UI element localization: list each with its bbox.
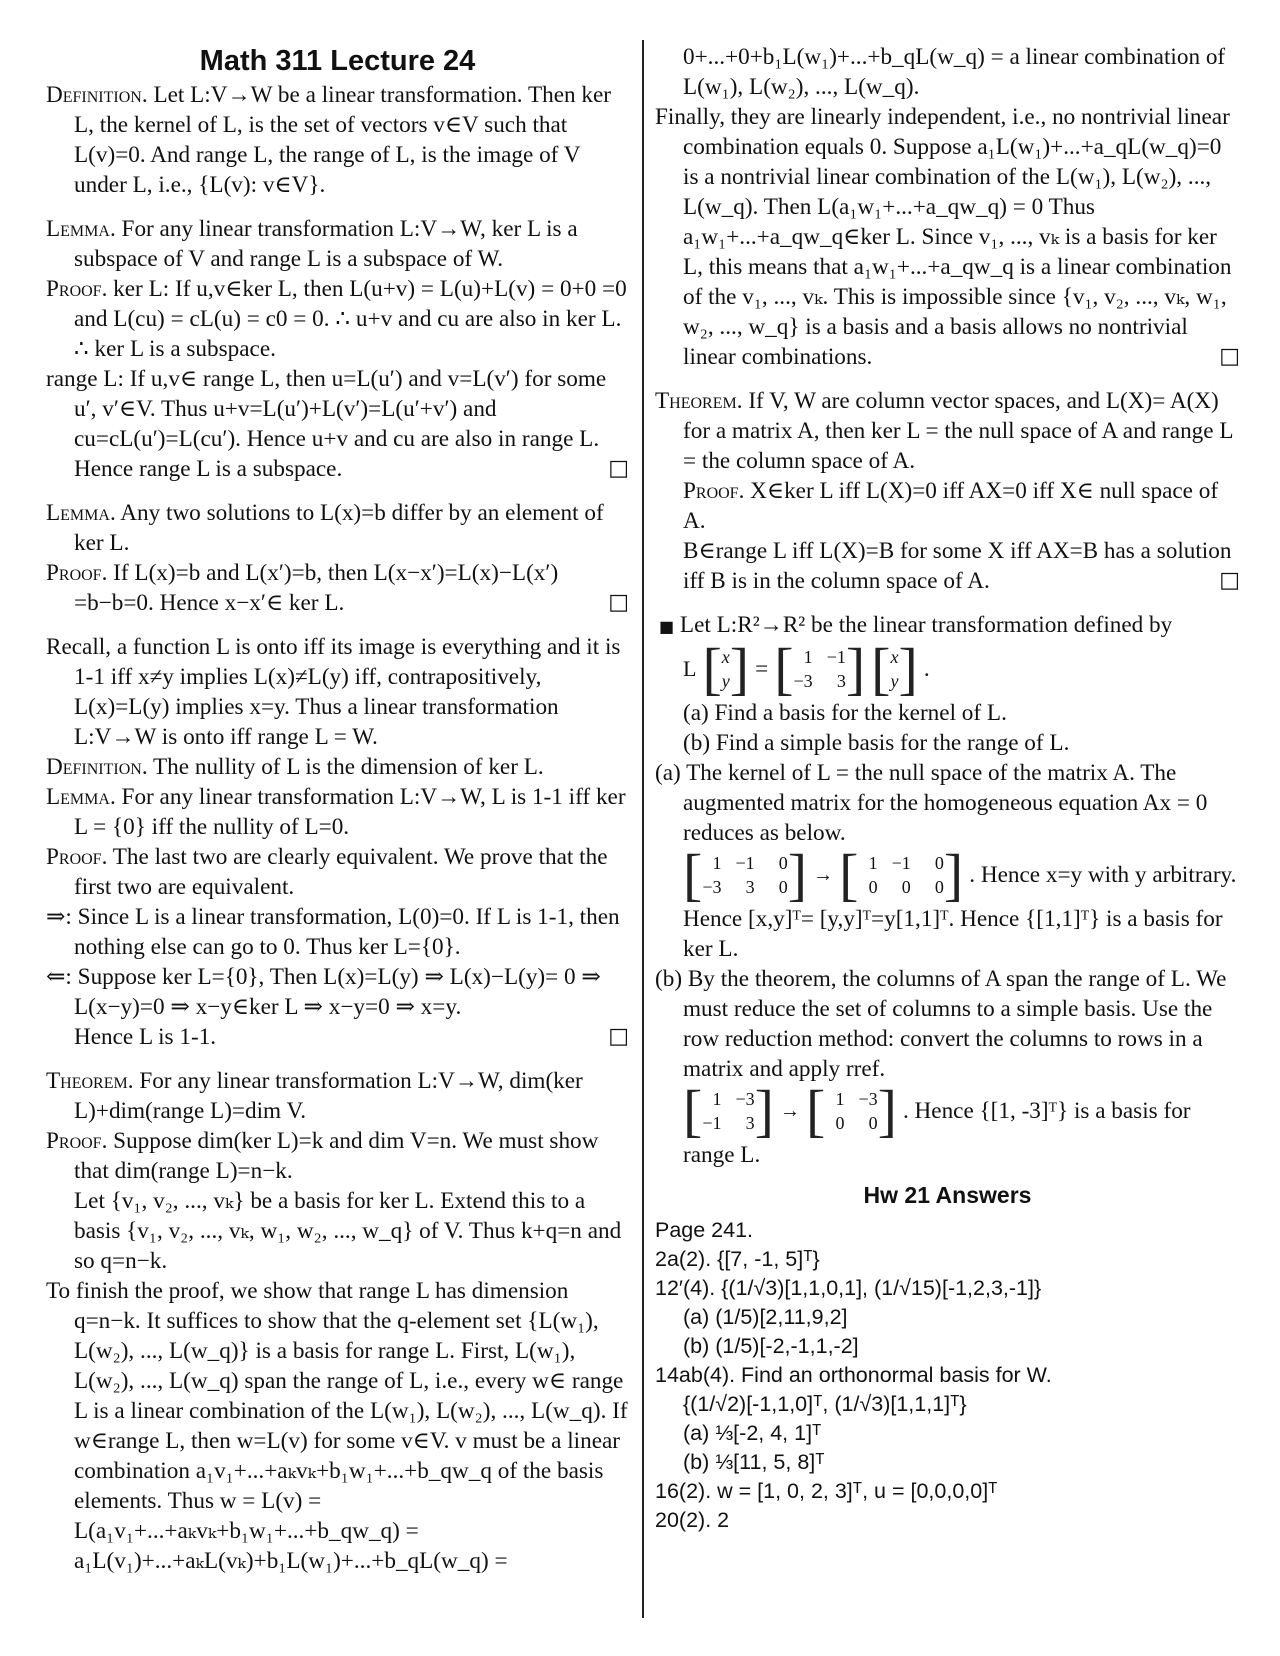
qed-symbol: □ [608,1024,629,1049]
definition-nullity: Definition. The nullity of L is the dimension of ker L. [46,754,544,780]
solution-b-conclusion: range L. [683,1142,761,1168]
proof-range-subspace: range L: If u,v∈ range L, then u=L(u′) and v=L(v′) for some u′, v′∈V. Thus u+v=L(u′)+L(v′)=L(u′+v′) and cu=cL(u′)=L(cu′). Hence u+v and cu are also in range L. Hence range L is a subspace. □ [46,366,629,482]
left-column [46,40,629,1576]
qed-symbol: □ [1219,568,1240,593]
qed-symbol: □ [608,590,629,615]
proof-one-to-one: Proof. The last two are clearly equivalent. We prove that the first two are equivalent. [46,844,608,900]
homework-title: Hw 21 Answers [863,1182,1032,1208]
column-matrix: [ 1 −3 −1 3 ] [683,1078,774,1143]
proof-column-space: B∈range L iff L(X)=B for some X iff AX=B has a solution iff B is in the column space of A. □ [683,538,1240,594]
rref-matrix: [ 1 −3 0 0 ] [805,1078,897,1143]
hw-item: {(1/√2)[-1,1,0]ᵀ, (1/√3)[1,1,1]ᵀ} [683,1392,967,1416]
input-vector: [ x y ] [702,636,750,701]
proof-backward-direction: ⇐: Suppose ker L={0}, Then L(x)=L(y) ⇒ L(x)−L(y)= 0 ⇒ L(x−y)=0 ⇒ x−y∈ker L ⇒ x−y=0 ⇒ x=y. [46,964,601,1020]
reduced-matrix: [ 1 −1 0 0 0 0 ] [839,842,964,907]
hw-item: 16(2). w = [1, 0, 2, 3]ᵀ, u = [0,0,0,0]ᵀ [655,1479,998,1503]
proof-continuation: 0+...+0+b₁L(w₁)+...+b_qL(w_q) = a linear combination of L(w₁), L(w₂), ..., L(w_q). [683,44,1226,100]
solution-a-conclusion: Hence [x,y]ᵀ= [y,y]ᵀ=y[1,1]ᵀ. Hence {[1,1]ᵀ} is a basis for ker L. [683,906,1223,962]
proof-backward-conclusion: Hence L is 1-1. □ [74,1024,629,1050]
arrow-icon: → [813,864,834,886]
matrix-A: [ 1 −1 −3 3 ] [774,636,866,701]
lemma-one-to-one: Lemma. For any linear transformation L:V→W, L is 1-1 iff ker L = {0} iff the nullity of L=0. [46,784,626,840]
proof-rank-nullity: Proof. Suppose dim(ker L)=k and dim V=n. We must show that dim(range L)=n−k. [46,1128,599,1184]
hw-item: 12′(4). {(1/√3)[1,1,0,1], (1/√15)[-1,2,3,-1]} [655,1276,1042,1300]
qed-symbol: □ [608,456,629,481]
proof-independence: Finally, they are linearly independent, i.e., no nontrivial linear combination equals 0. Suppose a₁L(w₁)+...+a_qL(w_q)=0 is a nontrivial linear combination of the L(w₁), L(w₂), ..., L(w_q). Then L(a₁w₁+...+a_qw_q) = 0 Thus a₁w₁+...+a_qw_q∈ker L. Since v₁, ..., vₖ is a basis for ker L, this means that a₁w₁+...+a_qw_q is a linear combination of the v₁, ..., vₖ. This is impossible since {v₁, v₂, ..., vₖ, w₁, w₂, ..., w_q} is a basis and a basis allows no nontrivial linear combinations. □ [655,104,1240,370]
proof-kernel-subspace: Proof. ker L: If u,v∈ker L, then L(u+v) = L(u)+L(v) = 0+0 =0 and L(cu) = cL(u) = c0 = 0. ∴ u+v and cu are also in ker L. ∴ ker L is a subspace. [46,276,627,362]
question-b: (b) Find a simple basis for the range of L. [683,730,1070,756]
lemma-subspace: Lemma. For any linear transformation L:V→W, ker L is a subspace of V and range L is a subspace of W. [46,216,578,272]
solution-a: (a) The kernel of L = the null space of the matrix A. The augmented matrix for the homogeneous equation Ax = 0 reduces as below. [655,760,1208,846]
theorem-rank-nullity: Theorem. For any linear transformation L:V→W, dim(ker L)+dim(range L)=dim V. [46,1068,583,1124]
theorem-null-column-space: Theorem. If V, W are column vector spaces, and L(X)= A(X) for a matrix A, then ker L = the null space of A and range L = the column space of A. [655,388,1233,474]
hw-item: 2a(2). {[7, -1, 5]ᵀ} [655,1247,820,1271]
proof-solutions: Proof. If L(x)=b and L(x′)=b, then L(x−x′)=L(x)−L(x′) =b−b=0. Hence x−x′∈ ker L. □ [46,560,629,616]
hw-item: (b) (1/5)[-2,-1,1,-2] [683,1334,859,1358]
hw-item: (b) ⅓[11, 5, 8]ᵀ [683,1450,825,1474]
hw-item: (a) ⅓[-2, 4, 1]ᵀ [683,1421,822,1445]
hw-page: Page 241. [655,1218,754,1242]
augmented-matrix: [ 1 −1 0 −3 3 0 ] [683,842,808,907]
hw-item: (a) (1/5)[2,11,9,2] [683,1305,848,1329]
question-a: (a) Find a basis for the kernel of L. [683,700,1007,726]
homework-answers [655,1216,1240,1535]
solution-b: (b) By the theorem, the columns of A span the range of L. We must reduce the set of columns to a simple basis. Use the row reduction method: convert the columns to rows in a matrix and apply rref. [655,966,1227,1082]
qed-symbol: □ [1219,344,1240,369]
proof-finish: To finish the proof, we show that range L has dimension q=n−k. It suffices to show that the q-element set {L(w₁), L(w₂), ..., L(w_q)} is a basis for range L. First, L(w₁), L(w₂), ..., L(w_q) span the range of L, i.e., every w∈ range L is a linear combination of the L(w₁), L(w₂), ..., L(w_q). If w∈range L, then w=L(v) for some v∈V. v must be a linear combination a₁v₁+...+aₖvₖ+b₁w₁+...+b_qw_q of the basis elements. Thus w = L(v) = L(a₁v₁+...+aₖvₖ+b₁w₁+...+b_qw_q) = a₁L(v₁)+...+aₖL(vₖ)+b₁L(w₁)+...+b_qL(w_q) = [46,1278,628,1574]
bullet-icon: ■ [659,617,675,636]
example-statement: ■ Let L:R²→R² be the linear transformation defined by [659,612,1173,638]
recall-onto-one-to-one: Recall, a function L is onto iff its image is everything and it is 1-1 iff x≠y implies L(x)≠L(y) iff, contrapositively, L(x)=L(y) implies x=y. Thus a linear transformation L:V→W is onto iff range L = W. [46,634,621,750]
right-column [655,40,1240,1535]
augmented-matrix-reduction: [ 1 −1 0 −3 3 0 ] → [ 1 −1 0 0 0 0 ] . Hence x=y with y arbitrary. [683,842,1237,907]
column-divider [642,40,644,1618]
definition-kernel-range: Definition. Let L:V→W be a linear transformation. Then ker L, the kernel of L, is the set of vectors v∈V such that L(v)=0. And range L, the range of L, is the image of V under L, i.e., {L(v): v∈V}. [46,82,612,198]
lemma-solutions: Lemma. Any two solutions to L(x)=b differ by an element of ker L. [46,500,604,556]
output-vector: [ x y ] [871,636,918,701]
proof-null-space: Proof. X∈ker L iff L(X)=0 iff AX=0 iff X∈ null space of A. [683,478,1219,534]
example-matrix-equation: L [ x y ] = [ 1 −1 −3 3 ] [ x y ] . [683,636,930,701]
hw-item: 14ab(4). Find an orthonormal basis for W. [655,1363,1052,1387]
row-reduction: [ 1 −3 −1 3 ] → [ 1 −3 0 0 ] . Hence {[1, -3]ᵀ} is a basis for [683,1078,1191,1143]
page-title: Math 311 Lecture 24 [199,45,476,77]
proof-forward-direction: ⇒: Since L is a linear transformation, L(0)=0. If L is 1-1, then nothing else can go to 0. Thus ker L={0}. [46,904,620,960]
arrow-icon: → [779,1100,800,1122]
proof-basis-extension: Let {v₁, v₂, ..., vₖ} be a basis for ker L. Extend this to a basis {v₁, v₂, ..., vₖ, w₁, w₂, ..., w_q} of V. Thus k+q=n and so q=n−k. [74,1188,622,1274]
hw-item: 20(2). 2 [655,1508,730,1532]
